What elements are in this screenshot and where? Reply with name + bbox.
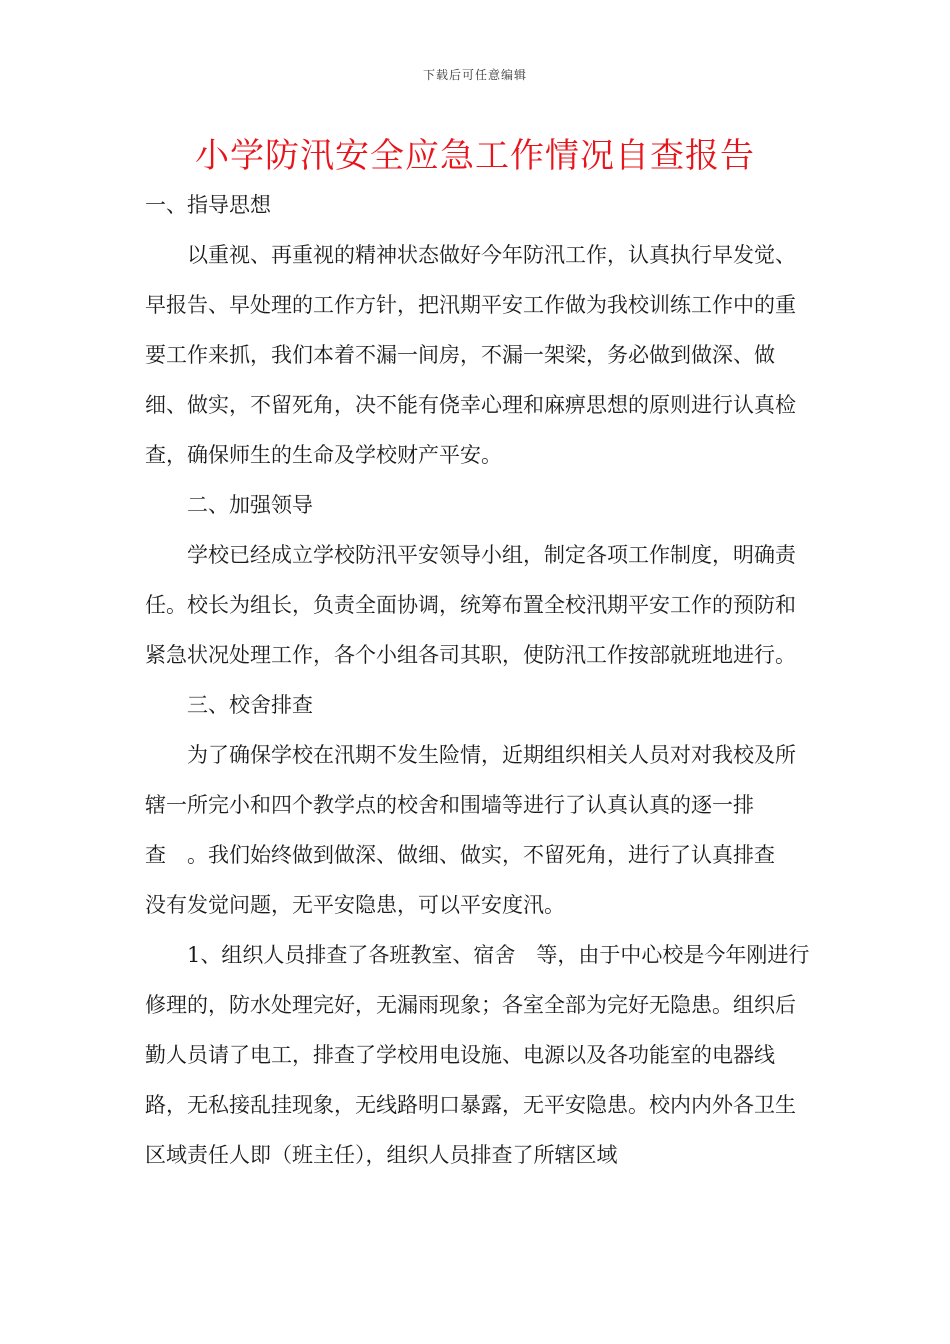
document-title: 小学防汛安全应急工作情况自查报告 [195,136,755,176]
section-heading-3: 三、校舍排查 [187,693,313,717]
header-note: 下载后可任意编辑 [422,68,527,82]
section-3-paragraph-1: 为了确保学校在汛期不发生险情，近期组织相关人员对对我校及所辖一所完小和四个教学点的校舍和围墙等进行了认真认真的逐一排查 。我们始终做到做深、做细、做实，不留死角，进行了认真排查 没有发觉问题，无平安隐患，可以平安度汛。 [145,743,796,917]
section-heading-1: 一、指导思想 [145,193,271,217]
section-1-paragraph-1: 以重视、再重视的精神状态做好今年防汛工作，认真执行早发觉、早报告、早处理的工作方针，把汛期平安工作做为我校训练工作中的重要工作来抓，我们本着不漏一间房，不漏一架梁，务必做到做深、做细、做实，不留死角，决不能有侥幸心理和麻痹思想的原则进行认真检查，确保师生的生命及学校财产平安。 [145,243,796,467]
section-heading-2: 二、加强领导 [187,493,313,517]
section-3-paragraph-2: 1、组织人员排查了各班教室、宿舍 等，由于中心校是今年刚进行修理的，防水处理完好，无漏雨现象；各室全部为完好无隐患。组织后勤人员请了电工，排查了学校用电设施、电源以及各功能室的电器线路，无私接乱挂现象，无线路明口暴露，无平安隐患。校内内外各卫生区域责任人即（班主任），组织人员排查了所辖区域 [145,943,810,1167]
section-2-paragraph-1: 学校已经成立学校防汛平安领导小组，制定各项工作制度，明确责任。校长为组长，负责全面协调，统筹布置全校汛期平安工作的预防和紧急状况处理工作，各个小组各司其职，使防汛工作按部就班地进行。 [145,543,796,667]
document-body [145,180,810,1180]
